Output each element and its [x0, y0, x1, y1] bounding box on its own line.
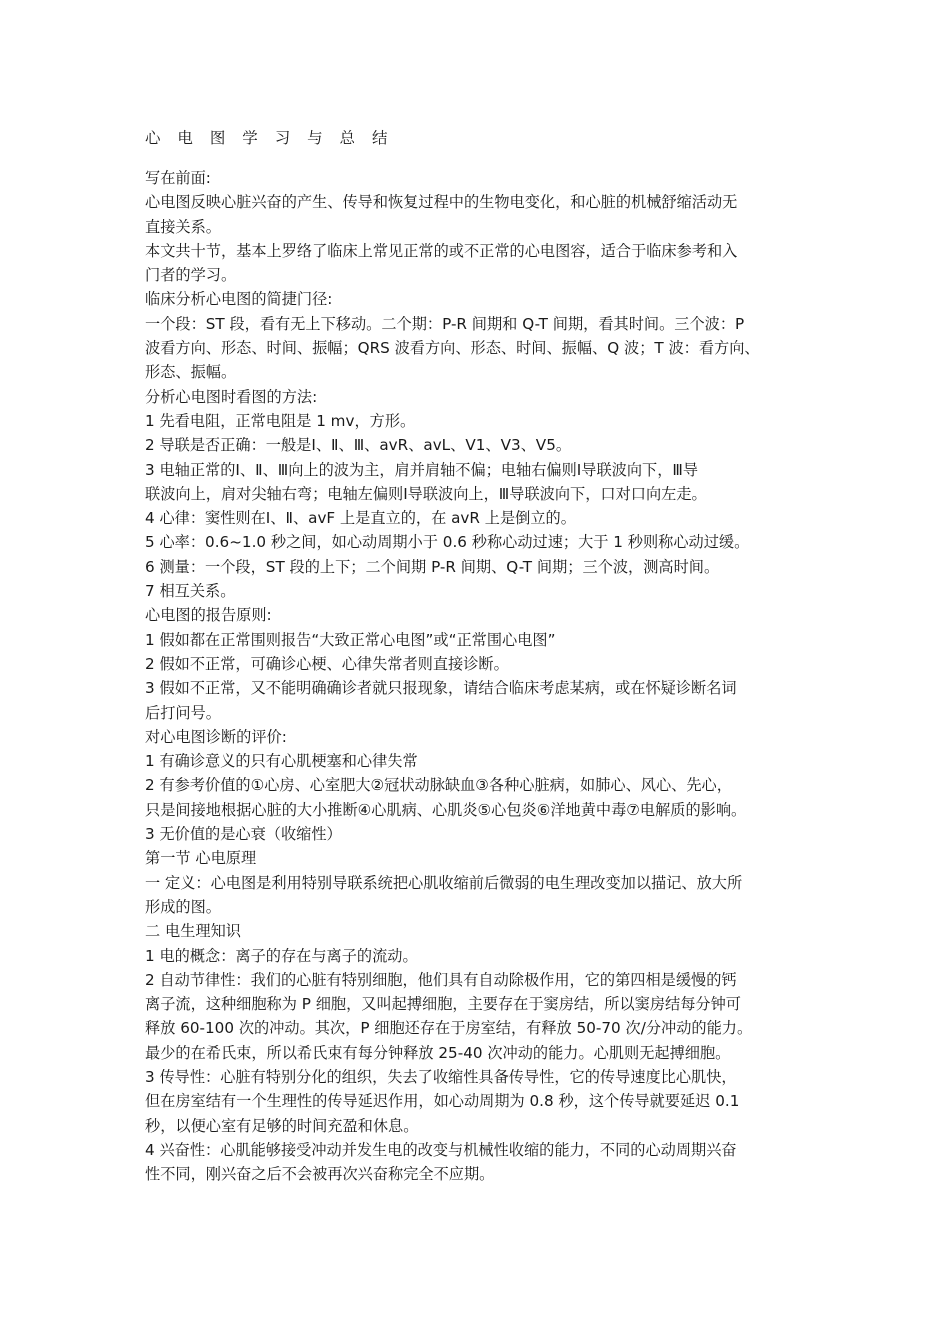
text-line: 后打问号。	[145, 703, 221, 722]
text-line: 第一节 心电原理	[145, 849, 257, 868]
text-line: 6 测量：一个段，ST 段的上下；二个间期 P-R 间期、Q-T 间期；三个波，测高时间。	[145, 557, 720, 576]
text-line: 4 心律：窦性则在Ⅰ、Ⅱ、avF 上是直立的，在 avR 上是倒立的。	[145, 509, 576, 528]
text-line: 二 电生理知识	[145, 922, 241, 941]
text-line: 直接关系。	[145, 217, 221, 236]
text-line: 2 导联是否正确：一般是Ⅰ、Ⅱ、Ⅲ、avR、avL、V1、V3、V5。	[145, 436, 572, 455]
text-line: 门者的学习。	[145, 266, 237, 285]
text-line: 3 电轴正常的Ⅰ、Ⅱ、Ⅲ向上的波为主，肩并肩轴不偏；电轴右偏则Ⅰ导联波向下，Ⅲ导	[145, 460, 699, 479]
text-line: 3 无价值的是心衰（收缩性）	[145, 825, 342, 844]
text-line: 一 定义：心电图是利用特别导联系统把心肌收缩前后微弱的电生理改变加以描记、放大所	[145, 873, 743, 892]
text-line: 最少的在希氏束，所以希氏束有每分钟释放 25-40 次冲动的能力。心肌则无起搏细胞。	[145, 1043, 731, 1062]
text-line: 7 相互关系。	[145, 582, 236, 601]
text-line: 只是间接地根据心脏的大小推断④心肌病、心肌炎⑤心包炎⑥洋地黄中毒⑦电解质的影响。	[145, 800, 747, 819]
text-line: 本文共十节，基本上罗络了临床上常见正常的或不正常的心电图容，适合于临床参考和入	[145, 241, 738, 260]
text-line: 对心电图诊断的评价:	[145, 727, 287, 746]
text-line: 分析心电图时看图的方法:	[145, 387, 318, 406]
text-line: 1 电的概念：离子的存在与离子的流动。	[145, 946, 418, 965]
text-line: 写在前面:	[145, 169, 211, 187]
text-line: 性不同，刚兴奋之后不会被再次兴奋称完全不应期。	[145, 1165, 495, 1184]
text-line: 2 自动节律性：我们的心脏有特别细胞，他们具有自动除极作用，它的第四相是缓慢的钙	[145, 970, 737, 989]
text-line: 心电图反映心脏兴奋的产生、传导和恢复过程中的生物电变化，和心脏的机械舒缩活动无	[145, 193, 738, 212]
text-line: 心电图的报告原则:	[145, 606, 272, 625]
text-line: 秒，以便心室有足够的时间充盈和休息。	[145, 1116, 419, 1135]
text-line: 1 先看电阻，正常电阻是 1 mv，方形。	[145, 411, 416, 430]
text-line: 联波向上，肩对尖轴右弯；电轴左偏则Ⅰ导联波向上，Ⅲ导联波向下，口对口向左走。	[145, 484, 707, 503]
document-title: 心 电 图 学 习 与 总 结	[145, 129, 394, 147]
text-line: 波看方向、形态、时间、振幅；QRS 波看方向、形态、时间、振幅、Q 波；T 波：看方向、	[145, 339, 760, 358]
document-body	[145, 166, 815, 1186]
text-line: 2 假如不正常，可确诊心梗、心律失常者则直接诊断。	[145, 654, 509, 673]
text-line: 1 有确诊意义的只有心肌梗塞和心律失常	[145, 752, 418, 771]
text-line: 3 假如不正常，又不能明确确诊者就只报现象，请结合临床考虑某病，或在怀疑诊断名词	[145, 679, 737, 698]
text-line: 一个段：ST 段，看有无上下移动。二个期：P-R 间期和 Q-T 间期，看其时间。三个波：P	[145, 314, 745, 333]
text-line: 2 有参考价值的①心房、心室肥大②冠状动脉缺血③各种心脏病，如肺心、风心、先心，	[145, 776, 732, 795]
text-line: 形成的图。	[145, 897, 221, 916]
text-line: 3 传导性：心脏有特别分化的组织，失去了收缩性具备传导性，它的传导速度比心肌快，	[145, 1067, 737, 1086]
text-line: 但在房室结有一个生理性的传导延迟作用，如心动周期为 0.8 秒，这个传导就要延迟 0.1	[145, 1092, 740, 1111]
text-line: 离子流，这种细胞称为 P 细胞，又叫起搏细胞，主要存在于窦房结，所以窦房结每分钟可	[145, 995, 741, 1014]
text-line: 5 心率：0.6~1.0 秒之间，如心动周期小于 0.6 秒称心动过速；大于 1 秒则称心动过缓。	[145, 533, 750, 552]
text-line: 临床分析心电图的简捷门径:	[145, 290, 333, 309]
text-line: 释放 60-100 次的冲动。其次，P 细胞还存在于房室结，有释放 50-70 次/分冲动的能力。	[145, 1019, 753, 1038]
text-line: 4 兴奋性：心肌能够接受冲动并发生电的改变与机械性收缩的能力，不同的心动周期兴奋	[145, 1140, 737, 1159]
text-line: 形态、振幅。	[145, 363, 237, 382]
text-line: 1 假如都在正常围则报告“大致正常心电图”或“正常围心电图”	[145, 630, 556, 649]
